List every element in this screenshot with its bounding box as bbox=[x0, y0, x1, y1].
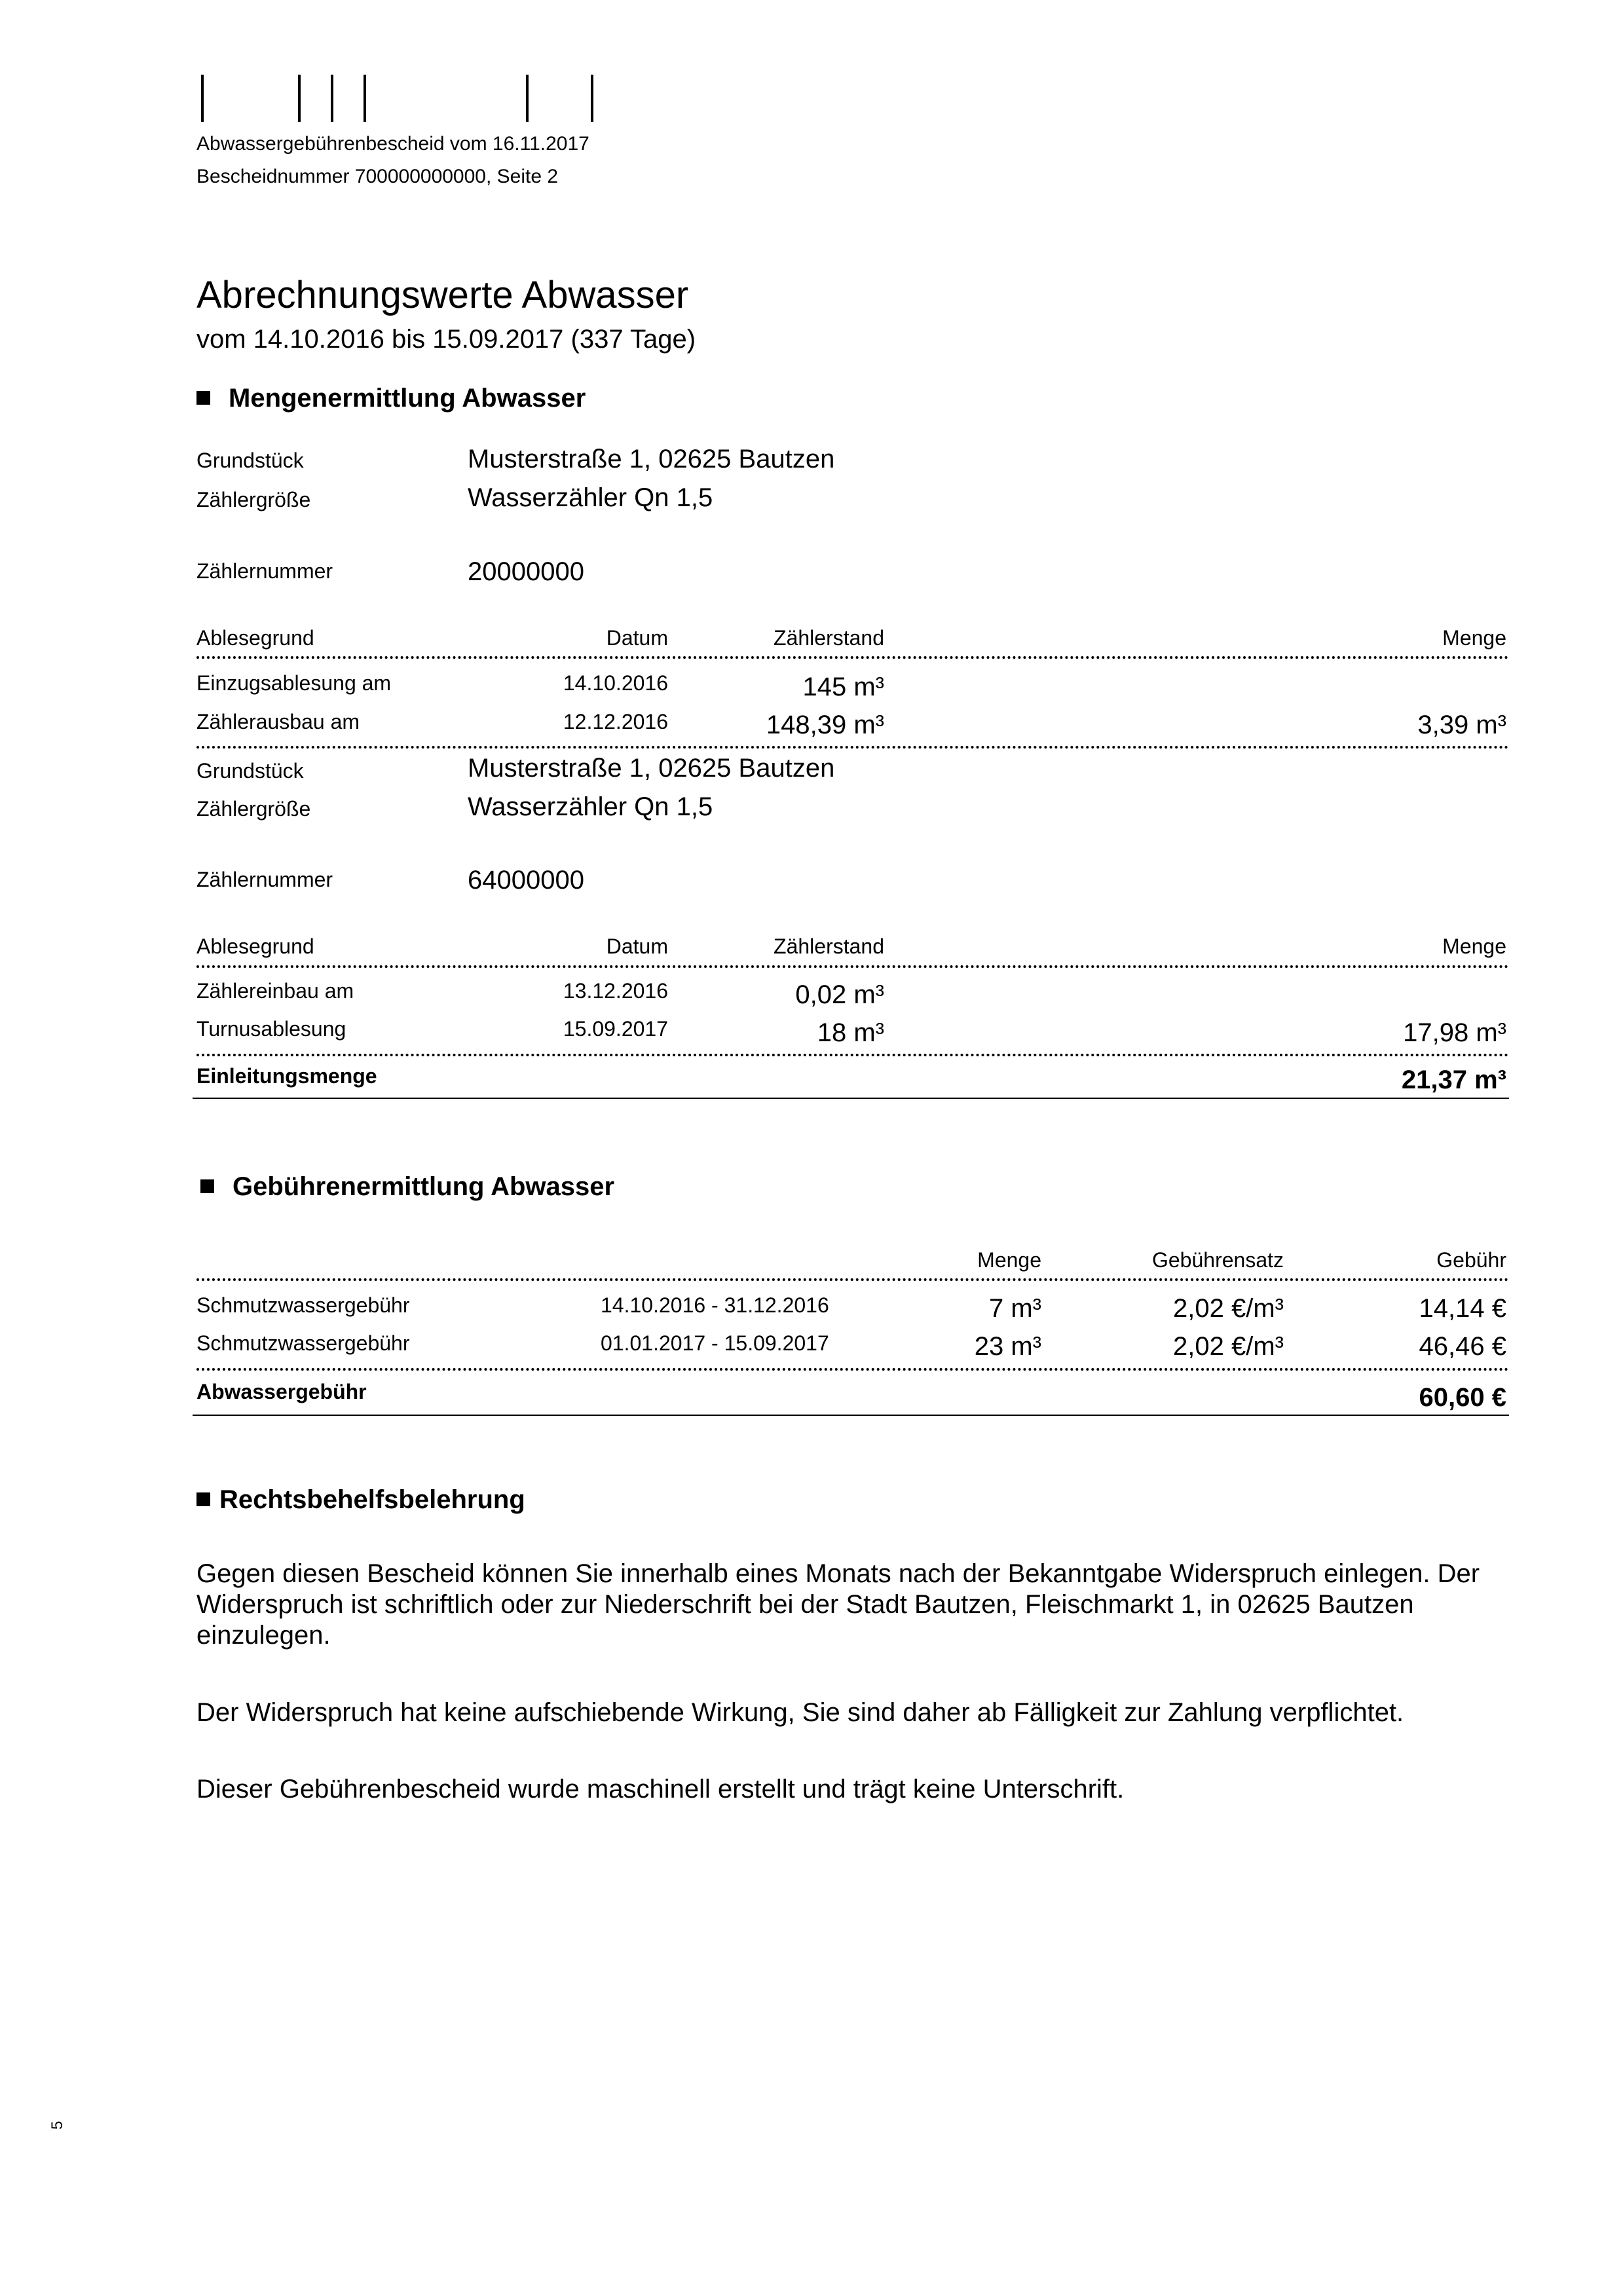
section-heading-mengen: Mengenermittlung Abwasser bbox=[196, 381, 586, 415]
grundstueck-value: Musterstraße 1, 02625 Bautzen bbox=[468, 445, 835, 473]
col-header-ablesegrund: Ablesegrund bbox=[196, 935, 314, 958]
zaehlerstand-cell: 18 m³ bbox=[817, 1018, 884, 1047]
menge-cell: 3,39 m³ bbox=[1417, 711, 1506, 739]
col-header-gebuehr: Gebühr bbox=[1436, 1248, 1506, 1272]
datum-cell: 13.12.2016 bbox=[563, 979, 668, 1003]
rechtsbehelf-paragraph-3: Dieser Gebührenbescheid wurde maschinell erstellt und trägt keine Unterschrift. bbox=[196, 1775, 1125, 1804]
dotted-divider bbox=[196, 746, 1509, 749]
bullet-square-icon bbox=[196, 391, 210, 405]
section-heading-rechtsbehelf: Rechtsbehelfsbelehrung bbox=[196, 1483, 525, 1517]
total-rule bbox=[193, 1098, 1509, 1099]
abwassergebuehr-value: 60,60 € bbox=[1419, 1383, 1506, 1412]
datum-cell: 15.09.2017 bbox=[563, 1017, 668, 1041]
header-number-line: Bescheidnummer 700000000000, Seite 2 bbox=[196, 166, 559, 187]
zaehlergroesse-label: Zählergröße bbox=[196, 797, 311, 821]
omr-mark bbox=[201, 75, 204, 122]
ablesegrund-cell: Einzugsablesung am bbox=[196, 671, 392, 695]
grundstueck-value: Musterstraße 1, 02625 Bautzen bbox=[468, 754, 835, 783]
dotted-divider bbox=[196, 1054, 1509, 1056]
dotted-divider bbox=[196, 656, 1509, 659]
dotted-divider bbox=[196, 1278, 1509, 1281]
einleitungsmenge-label: Einleitungsmenge bbox=[196, 1064, 377, 1088]
rechtsbehelf-paragraph-2: Der Widerspruch hat keine aufschiebende Wirkung, Sie sind daher ab Fälligkeit zur Zahlung verpflichtet. bbox=[196, 1698, 1404, 1727]
menge-cell: 17,98 m³ bbox=[1403, 1018, 1506, 1047]
col-header-gebuehrensatz: Gebührensatz bbox=[1151, 1248, 1284, 1272]
zaehlernummer-value: 20000000 bbox=[468, 557, 584, 586]
col-header-menge: Menge bbox=[977, 1248, 1041, 1272]
omr-mark bbox=[526, 75, 529, 122]
gebuehr-cell: 46,46 € bbox=[1419, 1332, 1506, 1361]
zaehlernummer-label: Zählernummer bbox=[196, 559, 333, 583]
section-heading-gebuehren: Gebührenermittlung Abwasser bbox=[200, 1170, 614, 1204]
omr-mark bbox=[364, 75, 366, 122]
grundstueck-label: Grundstück bbox=[196, 449, 304, 472]
dotted-divider bbox=[196, 1368, 1509, 1371]
einleitungsmenge-value: 21,37 m³ bbox=[1401, 1065, 1506, 1094]
total-rule bbox=[193, 1415, 1509, 1416]
zaehlergroesse-value: Wasserzähler Qn 1,5 bbox=[468, 792, 713, 821]
zaehlernummer-label: Zählernummer bbox=[196, 868, 333, 891]
omr-mark bbox=[331, 75, 333, 122]
gebuehrenart-cell: Schmutzwassergebühr bbox=[196, 1293, 410, 1317]
omr-mark bbox=[298, 75, 301, 122]
header-date-line: Abwassergebührenbescheid vom 16.11.2017 bbox=[196, 133, 589, 155]
page-side-mark: 5 bbox=[48, 2120, 66, 2130]
col-header-menge: Menge bbox=[1442, 935, 1506, 958]
menge-cell: 7 m³ bbox=[989, 1294, 1041, 1323]
datum-cell: 14.10.2016 bbox=[563, 671, 668, 695]
rechtsbehelf-paragraph-1: Gegen diesen Bescheid können Sie innerhalb eines Monats nach der Bekanntgabe Widerspruch einlegen. Der Widerspruch ist schriftlich oder zur Niederschrift bei der Stadt Bautzen, Fleischmarkt 1, in 02625 Bautzen einzulegen. bbox=[196, 1559, 1480, 1650]
zeitraum-cell: 01.01.2017 - 15.09.2017 bbox=[601, 1331, 829, 1355]
ablesegrund-cell: Zählereinbau am bbox=[196, 979, 354, 1003]
menge-cell: 23 m³ bbox=[974, 1332, 1041, 1361]
omr-mark bbox=[591, 75, 593, 122]
ablesegrund-cell: Turnusablesung bbox=[196, 1017, 346, 1041]
gebuehr-cell: 14,14 € bbox=[1419, 1294, 1506, 1323]
grundstueck-label: Grundstück bbox=[196, 759, 304, 783]
zaehlerstand-cell: 148,39 m³ bbox=[766, 711, 884, 739]
col-header-zaehlerstand: Zählerstand bbox=[774, 935, 884, 958]
zaehlergroesse-label: Zählergröße bbox=[196, 488, 311, 511]
page-title: Abrechnungswerte Abwasser bbox=[196, 274, 689, 316]
bullet-square-icon bbox=[196, 1492, 210, 1506]
abwassergebuehr-label: Abwassergebühr bbox=[196, 1380, 367, 1403]
zaehlerstand-cell: 0,02 m³ bbox=[795, 980, 884, 1009]
dotted-divider bbox=[196, 965, 1509, 968]
datum-cell: 12.12.2016 bbox=[563, 710, 668, 733]
zaehlernummer-value: 64000000 bbox=[468, 866, 584, 895]
col-header-zaehlerstand: Zählerstand bbox=[774, 626, 884, 650]
gebuehrensatz-cell: 2,02 €/m³ bbox=[1173, 1294, 1284, 1323]
gebuehrensatz-cell: 2,02 €/m³ bbox=[1173, 1332, 1284, 1361]
zaehlerstand-cell: 145 m³ bbox=[802, 673, 884, 701]
bullet-square-icon bbox=[200, 1179, 214, 1193]
col-header-menge: Menge bbox=[1442, 626, 1506, 650]
col-header-datum: Datum bbox=[606, 935, 668, 958]
zeitraum-cell: 14.10.2016 - 31.12.2016 bbox=[601, 1293, 829, 1317]
col-header-ablesegrund: Ablesegrund bbox=[196, 626, 314, 650]
zaehlergroesse-value: Wasserzähler Qn 1,5 bbox=[468, 483, 713, 512]
ablesegrund-cell: Zählerausbau am bbox=[196, 710, 360, 733]
col-header-datum: Datum bbox=[606, 626, 668, 650]
gebuehrenart-cell: Schmutzwassergebühr bbox=[196, 1331, 410, 1355]
page-subtitle: vom 14.10.2016 bis 15.09.2017 (337 Tage) bbox=[196, 325, 696, 354]
